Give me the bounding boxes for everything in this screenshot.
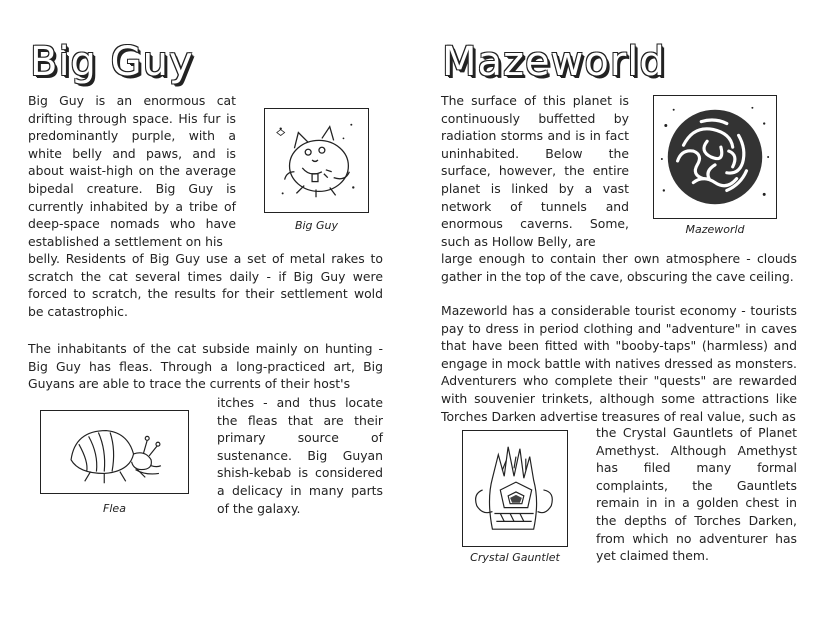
mazeworld-paragraph-2-full: Mazeworld has a considerable tourist economy - tourists pay to dress in period clothing and "adventure" in caves that have been fitted with "booby-taps" (harmless) and engage in mock battle with natives dressed as monsters. Adventurers who complete their "quests" are rewarded with souvenier trinkets, although some attractions like Torches Darken advertise treasures of real value, such as (441, 303, 797, 424)
mazeworld-paragraph-1-full: large enough to contain ther own atmosphere - clouds gather in the top of the cave, obscuring the cave ceiling. (441, 251, 797, 284)
crystal-gauntlet-caption: Crystal Gauntlet (470, 551, 560, 564)
mazeworld-caption: Mazeworld (685, 223, 745, 236)
mazeworld-paragraph-1-wrap: The surface of this planet is continuously buffetted by radiation storms and is in fact uninhabited. Below the surface, however, the entire planet is linked by a vast network of tunnels and enormous caverns. Some, such as Hollow Belly, are (441, 93, 629, 249)
big-guy-illustration (264, 108, 369, 213)
flea-illustration (40, 410, 189, 494)
big-guy-paragraph-1-wrap: Big Guy is an enormous cat drifting through space. His fur is predominantly purple, with a white belly and paws, and is about waist-high on the average bipedal creature. Big Guy is currently inhabited by a tribe of deep-space nomads who have established a settlement on his (28, 93, 236, 249)
big-guy-caption: Big Guy (294, 219, 339, 232)
big-guy-paragraph-1-full: belly. Residents of Big Guy use a set of metal rakes to scratch the cat several times daily - if Big Guy were forced to scratch, the results for their settlement wold be catastrophic. (28, 251, 383, 319)
big-guy-paragraph-2-wrap: itches - and thus locate the fleas that are their primary source of sustenance. Big Guyan shish-kebab is considered a delicacy in many parts of the galaxy. (217, 395, 383, 516)
page-title-big-guy: Big Guy (30, 39, 194, 85)
flea-icon (41, 411, 188, 493)
mazeworld-illustration (653, 95, 777, 219)
big-guy-paragraph-2-full: The inhabitants of the cat subside mainly on hunting - Big Guy has fleas. Through a long-practiced art, Big Guyans are able to trace the currents of their host's (28, 341, 383, 392)
crystal-gauntlet-illustration (462, 430, 568, 547)
page-title-mazeworld: Mazeworld (442, 39, 666, 85)
maze-planet-icon (654, 96, 776, 218)
mazeworld-paragraph-2-wrap: the Crystal Gauntlets of Planet Amethyst. Although Amethyst has filed many formal complaints, the Gauntlets remain in in a golden chest in the depths of Torches Darken, from which no adventurer has yet claimed them. (596, 425, 797, 564)
gauntlet-icon (463, 431, 567, 546)
cat-icon (265, 109, 368, 212)
flea-caption: Flea (103, 502, 126, 515)
